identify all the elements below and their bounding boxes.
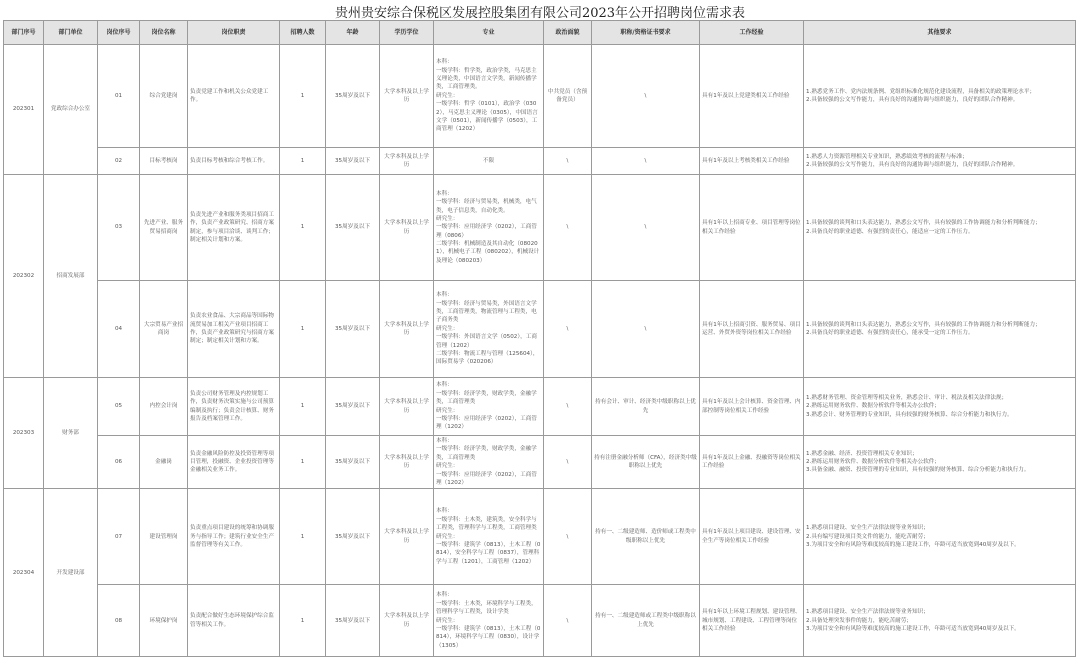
table-row — [4, 585, 1076, 657]
pos-other: 1.熟悉人力资源管理相关专业知识，熟悉绩效考核的流程与标准； 2.具备较强的公文写作能力，具有良好的沟通协调与组织能力，良好的团队合作精神。 — [804, 148, 1076, 175]
table-row — [4, 45, 1076, 148]
pos-no: 02 — [98, 148, 140, 175]
header-age: 年龄 — [326, 21, 380, 45]
pos-other: 1.熟悉财务管理、资金管理等相关业务，熟悉会计、审计、税法及相关法律法规； 2.熟练运用财务软件、数据分析软件等相关办公软件； 3.熟悉会计、财务管理的专业知识，具有较强的财务核算、综合分析能力和执行力。 — [804, 378, 1076, 436]
pos-age: 35周岁及以下 — [326, 489, 380, 585]
dept-name: 财务部 — [44, 378, 98, 489]
pos-no: 03 — [98, 175, 140, 281]
pos-duty: 负责农业食品、大宗商品等国际物流贸易加工相关产业项目招商工作，负责产业政策研究与招商方案制定；制定相关计划和方案。 — [188, 281, 280, 378]
pos-count: 1 — [280, 585, 326, 657]
header-pos-no: 岗位序号 — [98, 21, 140, 45]
pos-no: 04 — [98, 281, 140, 378]
header-duty: 岗位职责 — [188, 21, 280, 45]
pos-name: 先进产业、服务贸易招商岗 — [140, 175, 188, 281]
pos-count: 1 — [280, 436, 326, 489]
pos-politics: \ — [544, 436, 592, 489]
pos-cert: \ — [592, 175, 700, 281]
pos-exp: 具有1年以上招商引资、服务贸易、项目运营、外贸外资等岗位相关工作经验 — [700, 281, 804, 378]
pos-count: 1 — [280, 489, 326, 585]
dept-name: 党政综合办公室 — [44, 45, 98, 175]
pos-other: 1.具备较强的谈判和口头表达能力，熟悉公文写作，具有较强的工作协调能力和分析判断能力； 2.具备良好的职业道德、有强烈的责任心，能承受一定的工作压力。 — [804, 281, 1076, 378]
pos-name: 建设管理岗 — [140, 489, 188, 585]
pos-politics: \ — [544, 585, 592, 657]
pos-politics: \ — [544, 281, 592, 378]
dept-no: 202303 — [4, 378, 44, 489]
pos-other: 1.熟悉项目建设、安全生产法律法规等业务知识； 2.具备处理突发事件的能力，能吃苦耐劳； 3.为项目安全和有风险等难度较高的施工建设工作，年龄可适当放宽到40周岁及以下。 — [804, 585, 1076, 657]
pos-exp: 具有1年以上招商专业、项目管理等岗位相关工作经验 — [700, 175, 804, 281]
dept-no: 202302 — [4, 175, 44, 378]
header-row — [4, 21, 1076, 45]
pos-cert: 持有会计、审计、经济类中级职称以上优先 — [592, 378, 700, 436]
pos-edu: 大学本科及以上学历 — [380, 585, 434, 657]
pos-age: 35周岁及以下 — [326, 45, 380, 148]
pos-cert: \ — [592, 148, 700, 175]
pos-name: 内控会计岗 — [140, 378, 188, 436]
header-exp: 工作经验 — [700, 21, 804, 45]
pos-age: 35周岁及以下 — [326, 281, 380, 378]
pos-cert: \ — [592, 281, 700, 378]
pos-politics: \ — [544, 148, 592, 175]
pos-duty: 负责金融风险防控及投资管理等项目管理，投融资、企业投资管理等金融相关业务工作。 — [188, 436, 280, 489]
pos-other: 1.熟悉项目建设、安全生产法律法规等业务知识； 2.具有编写建设项目类文件的能力，能吃苦耐劳； 3.为项目安全和有风险等难度较高的施工建设工作，年龄可适当放宽到40周岁及以下。 — [804, 489, 1076, 585]
header-edu: 学历学位 — [380, 21, 434, 45]
pos-duty: 负责配合做好生态环境保护综合监管等相关工作。 — [188, 585, 280, 657]
pos-age: 35周岁及以下 — [326, 378, 380, 436]
pos-count: 1 — [280, 175, 326, 281]
header-cert: 职称/资格证书要求 — [592, 21, 700, 45]
pos-cert: 持有一、二级建造师、造价师或工程类中级职称以上优先 — [592, 489, 700, 585]
pos-duty: 负责党建工作和机关公众党建工作。 — [188, 45, 280, 148]
header-pos-name: 岗位名称 — [140, 21, 188, 45]
pos-politics: \ — [544, 489, 592, 585]
pos-edu: 大学本科及以上学历 — [380, 378, 434, 436]
pos-other: 1.具备较强的谈判和口头表达能力，熟悉公文写作，具有较强的工作协调能力和分析判断能力； 2.具备良好的职业道德、有强烈的责任心，能适应一定的工作压力。 — [804, 175, 1076, 281]
pos-major: 本科： 一级学科：经济与贸易类，外国语言文学类，工商管理类，物流管理与工程类，电子商务类 研究生： 一级学科：外国语言文学（0502），工商管理（1202） 二级学科：物流工程与管理（125604），国际贸易学（020206） — [434, 281, 544, 378]
pos-age: 35周岁及以下 — [326, 175, 380, 281]
table-row — [4, 378, 1076, 436]
dept-no: 202304 — [4, 489, 44, 657]
pos-name: 环境保护岗 — [140, 585, 188, 657]
pos-cert: \ — [592, 45, 700, 148]
pos-name: 综合党建岗 — [140, 45, 188, 148]
pos-cert: 持有一、二级建造师或工程类中级职称以上优先 — [592, 585, 700, 657]
pos-no: 08 — [98, 585, 140, 657]
pos-major: 本科： 一级学科：哲学类，政治学类，马克思主义理论类，中国语言文学类，新闻传播学类，工商管理类。 研究生： 一级学科：哲学（0101），政治学（0302），马克思主义理论（0305），中国语言文学（0501），新闻传播学（0503），工商管理（1202） — [434, 45, 544, 148]
pos-age: 35周岁及以下 — [326, 148, 380, 175]
header-major: 专业 — [434, 21, 544, 45]
header-dept-name: 部门单位 — [44, 21, 98, 45]
header-politics: 政治面貌 — [544, 21, 592, 45]
pos-major: 不限 — [434, 148, 544, 175]
pos-exp: 具有1年及以上考核类相关工作经验 — [700, 148, 804, 175]
pos-other: 1.熟悉党务工作、党内法规条例、党组织标准化规范化建设流程，具备相关的政策理论水平； 2.具备较强的公文写作能力，具有良好的沟通协调与组织能力，良好的团队合作精神。 — [804, 45, 1076, 148]
pos-exp: 具有1年及以上项目建设、建设管理、安全生产等岗位相关工作经验 — [700, 489, 804, 585]
header-count: 招聘人数 — [280, 21, 326, 45]
header-other: 其他要求 — [804, 21, 1076, 45]
dept-name: 开发建设部 — [44, 489, 98, 657]
pos-no: 06 — [98, 436, 140, 489]
pos-age: 35周岁及以下 — [326, 436, 380, 489]
table-row — [4, 281, 1076, 378]
pos-count: 1 — [280, 378, 326, 436]
pos-no: 05 — [98, 378, 140, 436]
pos-edu: 大学本科及以上学历 — [380, 281, 434, 378]
pos-name: 金融岗 — [140, 436, 188, 489]
pos-name: 大宗贸易产业招商岗 — [140, 281, 188, 378]
dept-no: 202301 — [4, 45, 44, 175]
pos-count: 1 — [280, 148, 326, 175]
pos-exp: 具有1年及以上会计核算、资金管理、内部控制等岗位相关工作经验 — [700, 378, 804, 436]
pos-no: 01 — [98, 45, 140, 148]
pos-major: 本科： 一级学科：土木类，建筑类，安全科学与工程类，管理科学与工程类，工商管理类 研究生： 一级学科：建筑学（0813），土木工程（0814），安全科学与工程（0837），管理科学与工程（1201），工商管理（1202） — [434, 489, 544, 585]
table-row — [4, 148, 1076, 175]
pos-duty: 负责重点项目建设的统筹和协调服务与指导工作；建筑行业安全生产监督管理等有关工作。 — [188, 489, 280, 585]
pos-exp: 具有1年以上环境工程规划、建设管理、城市规划、工程建设、工程管理等岗位相关工作经验 — [700, 585, 804, 657]
pos-duty: 负责先进产业和服务类项目招商工作，负责产业政策研究、招商方案制定，参与项目洽谈、谈判工作；制定相关计划和方案。 — [188, 175, 280, 281]
pos-politics: 中共党员（含预备党员） — [544, 45, 592, 148]
recruitment-table — [3, 20, 1076, 657]
pos-major: 本科： 一级学科：土木类，环境科学与工程类，管理科学与工程类，设计学类 研究生： 一级学科：建筑学（0813），土木工程（0814），环境科学与工程（0830），设计学（1305） — [434, 585, 544, 657]
pos-duty: 负责公司财务管理及内控规划工作，负责财务决策实施与公司预算编制及执行；负责会计核算、财务报告及档案管理工作。 — [188, 378, 280, 436]
pos-edu: 大学本科及以上学历 — [380, 175, 434, 281]
page-title: 贵州贵安综合保税区发展控股集团有限公司2023年公开招聘岗位需求表 — [334, 6, 746, 21]
dept-name: 招商发展部 — [44, 175, 98, 378]
pos-cert: 持有注册金融分析师（CFA），经济类中级职称以上优先 — [592, 436, 700, 489]
pos-edu: 大学本科及以上学历 — [380, 436, 434, 489]
pos-exp: 具有1年及以上金融、投融资等岗位相关工作经验 — [700, 436, 804, 489]
pos-count: 1 — [280, 281, 326, 378]
pos-count: 1 — [280, 45, 326, 148]
pos-major: 本科： 一级学科：经济学类，财政学类，金融学类，工商管理类 研究生： 一级学科：应用经济学（0202），工商管理（1202） — [434, 436, 544, 489]
pos-duty: 负责目标考核和综合考核工作。 — [188, 148, 280, 175]
header-dept-no: 部门序号 — [4, 21, 44, 45]
pos-major: 本科： 一级学科：经济与贸易类，机械类，电气类，电子信息类，自动化类。 研究生： 一级学科：应用经济学（0202），工商管理（0806） 二级学科：机械制造及其自动化（080201），机械电子工程（080202），机械设计及理论（080203） — [434, 175, 544, 281]
pos-edu: 大学本科及以上学历 — [380, 148, 434, 175]
pos-no: 07 — [98, 489, 140, 585]
pos-age: 35周岁及以下 — [326, 585, 380, 657]
table-row — [4, 175, 1076, 281]
pos-politics: \ — [544, 378, 592, 436]
pos-name: 目标考核岗 — [140, 148, 188, 175]
pos-edu: 大学本科及以上学历 — [380, 489, 434, 585]
pos-major: 本科： 一级学科：经济学类，财政学类，金融学类，工商管理类 研究生： 一级学科：应用经济学（0202），工商管理（1202） — [434, 378, 544, 436]
pos-edu: 大学本科及以上学历 — [380, 45, 434, 148]
pos-other: 1.熟悉金融、经济、投资管理相关专业知识； 2.熟练运用财务软件、数据分析软件等相关办公软件； 3.具备金融、融资、投资管理的专业知识，具有较强的财务核算、综合分析能力和执行力。 — [804, 436, 1076, 489]
pos-exp: 具有1年及以上党建类相关工作经验 — [700, 45, 804, 148]
pos-politics: \ — [544, 175, 592, 281]
table-row — [4, 489, 1076, 585]
table-row — [4, 436, 1076, 489]
